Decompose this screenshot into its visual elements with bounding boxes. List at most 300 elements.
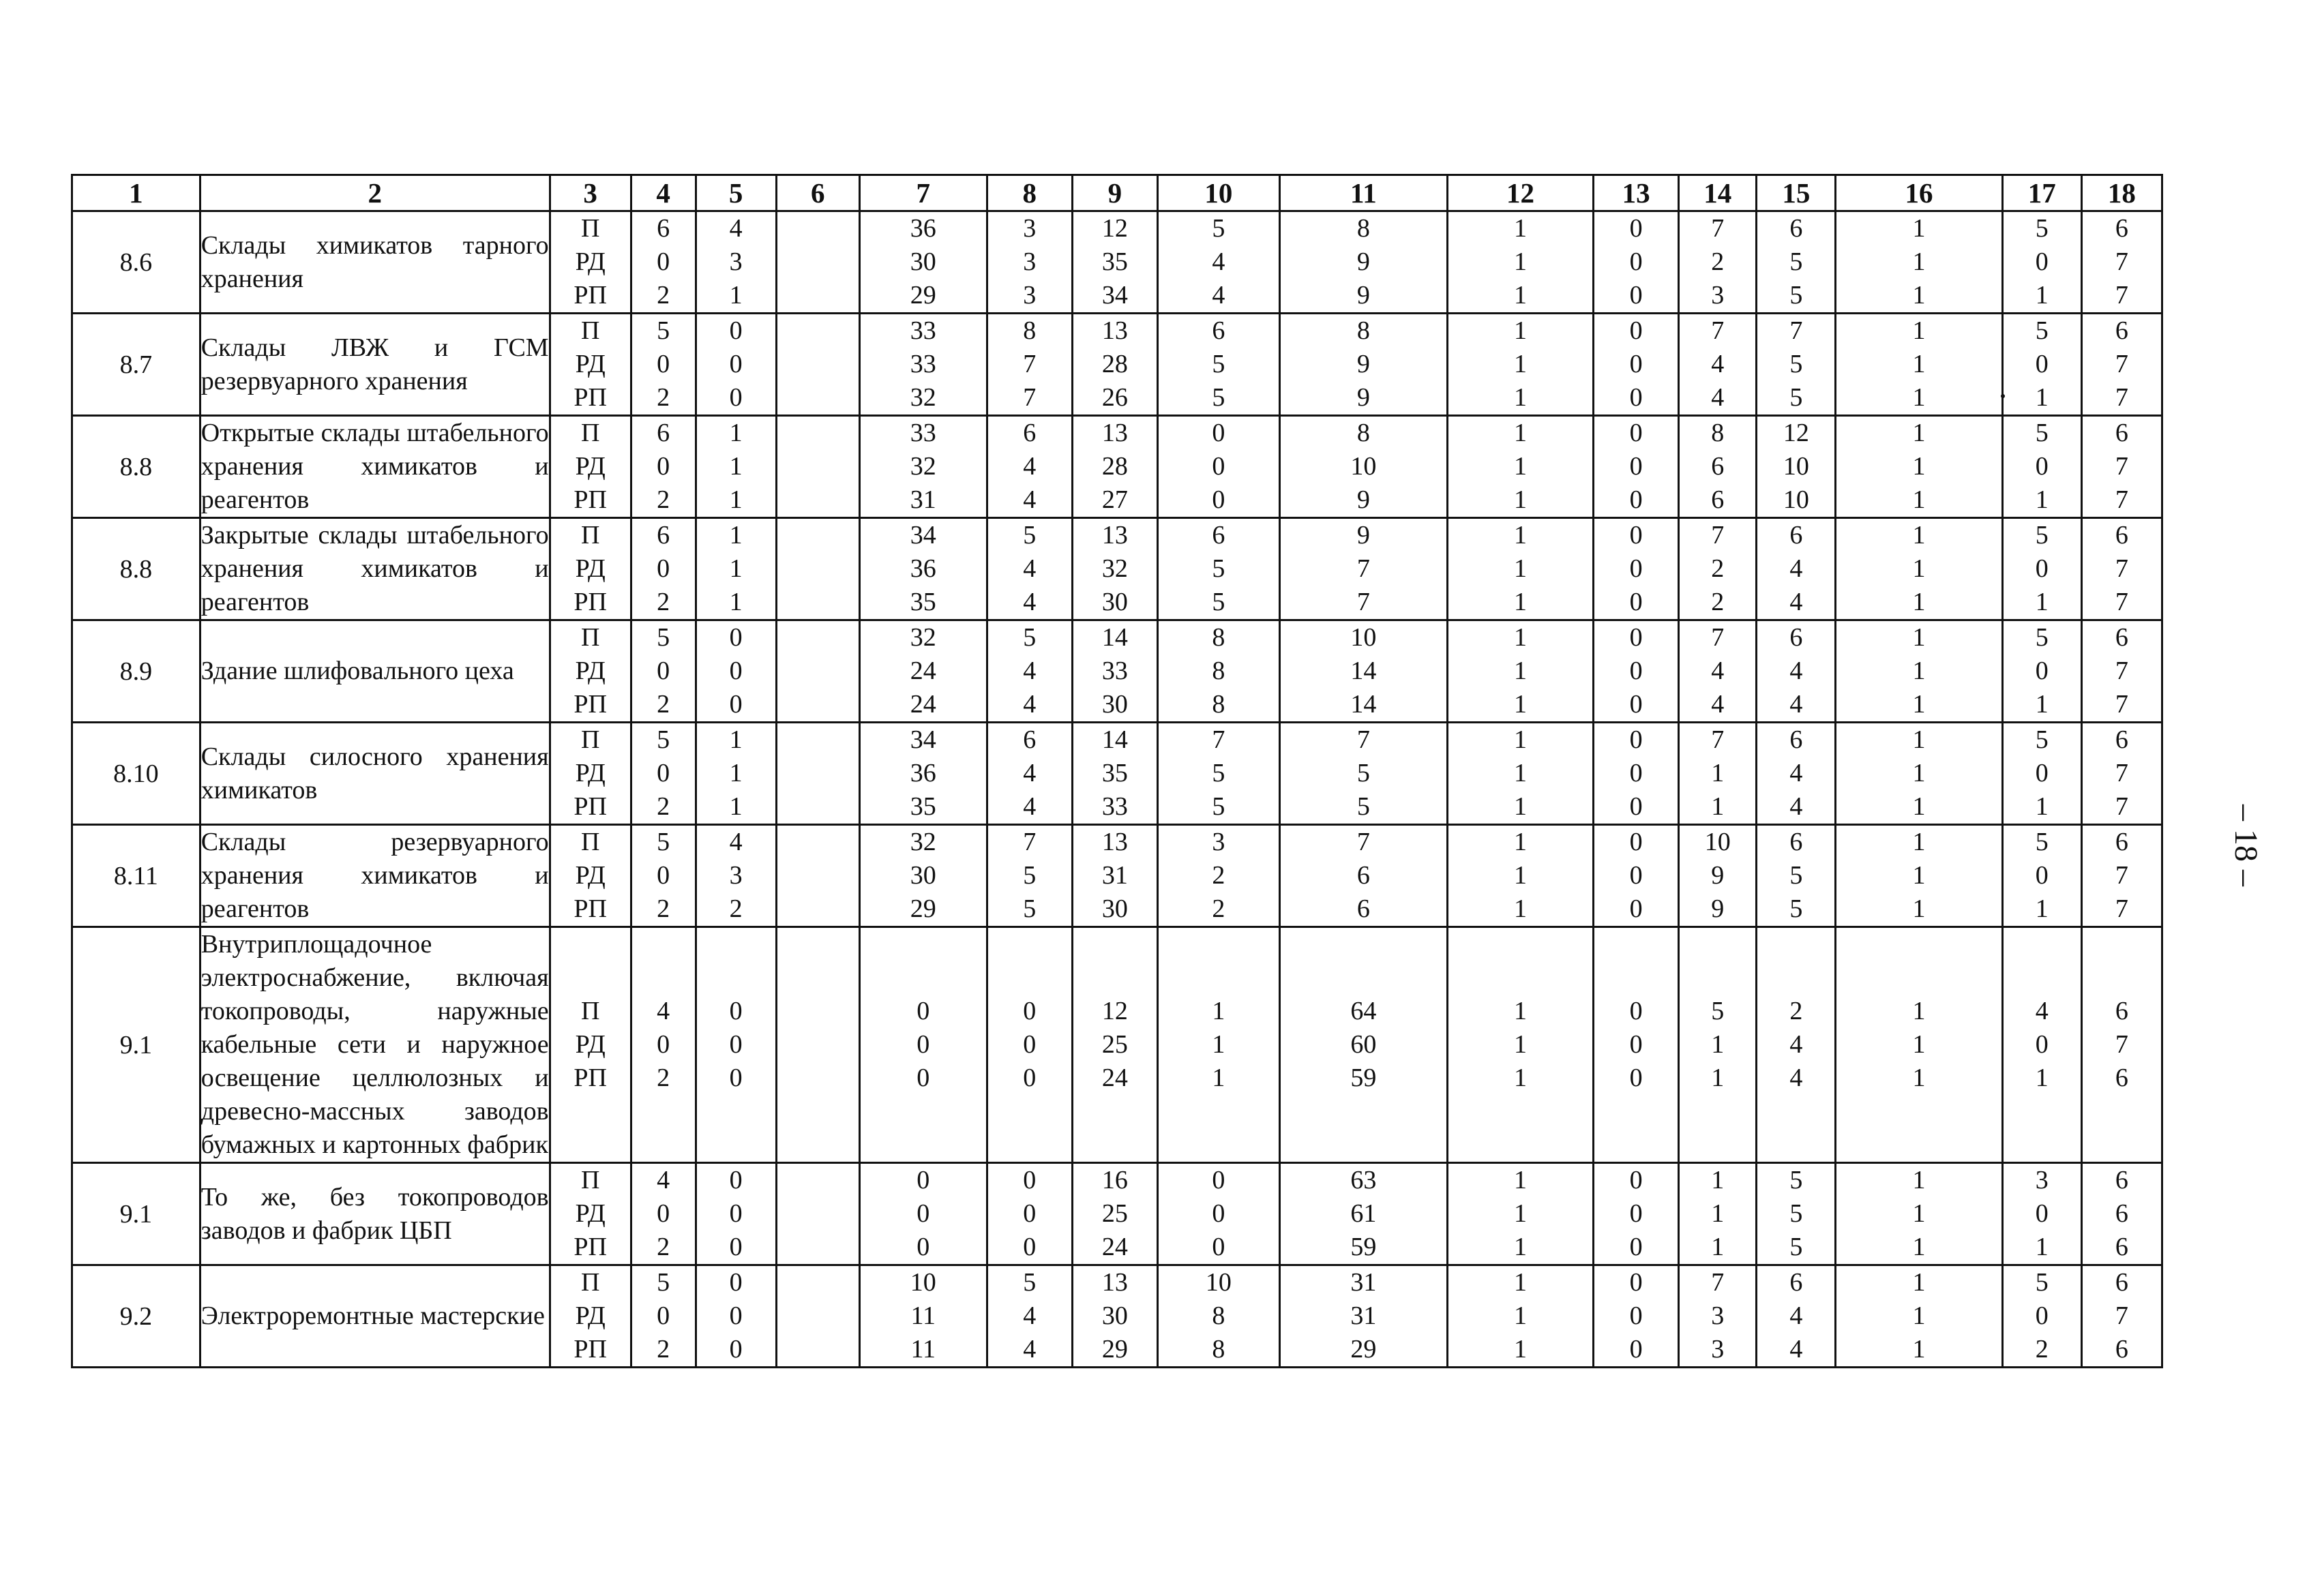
item-code: 9.1 bbox=[72, 1163, 200, 1265]
cell-value: 6 bbox=[2115, 521, 2128, 549]
cell-value: 3 bbox=[1212, 828, 1225, 856]
stage-type: РП bbox=[574, 383, 607, 412]
cell-value bbox=[777, 859, 859, 892]
value-cell bbox=[776, 211, 859, 314]
cell-value: 7 bbox=[2115, 894, 2128, 923]
cell-value: 4 bbox=[1789, 759, 1803, 787]
cell-value bbox=[777, 279, 859, 312]
value-cell bbox=[859, 927, 987, 1163]
value-cell bbox=[859, 723, 987, 825]
cell-value: 0 bbox=[657, 350, 670, 378]
cell-value: 1 bbox=[2035, 792, 2049, 821]
cell-value: 4 bbox=[1023, 690, 1037, 719]
value-cell bbox=[1679, 518, 1757, 620]
cell-value: 1 bbox=[1912, 281, 1926, 310]
cell-value: 1 bbox=[1912, 725, 1926, 754]
cell-value: 0 bbox=[2035, 1301, 2049, 1330]
item-code: 8.8 bbox=[72, 416, 200, 518]
cell-value: 3 bbox=[1711, 1335, 1725, 1364]
item-name: Электроремонтные мастерские bbox=[200, 1301, 545, 1330]
cell-value: 2 bbox=[1711, 554, 1725, 583]
value-cell bbox=[696, 825, 776, 927]
cell-value bbox=[777, 519, 859, 552]
cell-value: 8 bbox=[1212, 1301, 1225, 1330]
item-name: Склады ЛВЖ и ГСМ резервуарного хранения bbox=[200, 333, 549, 395]
cell-value: 6 bbox=[1356, 861, 1370, 890]
cell-value: 4 bbox=[657, 1166, 670, 1194]
cell-value: 5 bbox=[2035, 1268, 2049, 1297]
cell-value: 0 bbox=[1629, 521, 1643, 549]
cell-value: 1 bbox=[1514, 521, 1527, 549]
cell-value bbox=[777, 245, 859, 279]
column-header: 1 bbox=[72, 175, 200, 211]
cell-value: 0 bbox=[1629, 1064, 1643, 1092]
value-cell bbox=[776, 723, 859, 825]
cell-value: 1 bbox=[1912, 997, 1926, 1025]
cell-value: 0 bbox=[729, 1064, 743, 1092]
value-cell bbox=[1279, 825, 1447, 927]
item-name-cell bbox=[200, 211, 550, 314]
cell-value: 0 bbox=[1629, 588, 1643, 616]
cell-value: 4 bbox=[1023, 485, 1037, 514]
value-cell bbox=[2081, 211, 2162, 314]
cell-value: 1 bbox=[1514, 383, 1527, 412]
cell-value: 7 bbox=[1023, 383, 1037, 412]
cell-value: 4 bbox=[1789, 657, 1803, 685]
cell-value: 3 bbox=[1023, 247, 1037, 276]
column-header: 14 bbox=[1679, 175, 1757, 211]
cell-value: 5 bbox=[657, 725, 670, 754]
cell-value: 6 bbox=[2115, 1199, 2128, 1228]
item-code: 8.9 bbox=[72, 620, 200, 723]
cell-value: 5 bbox=[2035, 316, 2049, 345]
cell-value: 10 bbox=[1783, 485, 1809, 514]
cell-value: 1 bbox=[2035, 281, 2049, 310]
cell-value: 0 bbox=[729, 1268, 743, 1297]
cell-value: 0 bbox=[1212, 1166, 1225, 1194]
value-cell bbox=[1594, 927, 1679, 1163]
cell-value: 1 bbox=[1514, 725, 1527, 754]
cell-value: 6 bbox=[2115, 214, 2128, 243]
value-cell bbox=[1757, 620, 1836, 723]
cell-value: 3 bbox=[1023, 281, 1037, 310]
cell-value: 6 bbox=[2115, 623, 2128, 652]
cell-value: 1 bbox=[1912, 316, 1926, 345]
cell-value: 32 bbox=[910, 452, 936, 481]
cell-value bbox=[777, 1028, 859, 1062]
value-cell bbox=[987, 1265, 1072, 1368]
value-cell bbox=[1448, 723, 1594, 825]
cell-value: 5 bbox=[1023, 894, 1037, 923]
cell-value: 1 bbox=[1912, 657, 1926, 685]
item-name-cell bbox=[200, 620, 550, 723]
cell-value: 2 bbox=[657, 485, 670, 514]
cell-value: 1 bbox=[1514, 690, 1527, 719]
cell-value: 25 bbox=[1101, 1199, 1128, 1228]
stage-types bbox=[550, 314, 631, 416]
cell-value: 1 bbox=[729, 281, 743, 310]
column-header: 3 bbox=[550, 175, 631, 211]
stage-type: РП bbox=[574, 1335, 607, 1364]
column-header: 11 bbox=[1279, 175, 1447, 211]
cell-value: 4 bbox=[1789, 1064, 1803, 1092]
table-row bbox=[72, 518, 2162, 620]
value-cell bbox=[1072, 620, 1157, 723]
cell-value: 0 bbox=[1629, 861, 1643, 890]
table-row bbox=[72, 1163, 2162, 1265]
stage-type: РД bbox=[575, 759, 606, 787]
table-row bbox=[72, 723, 2162, 825]
cell-value: 8 bbox=[1212, 657, 1225, 685]
cell-value: 0 bbox=[1629, 1199, 1643, 1228]
value-cell bbox=[1594, 1163, 1679, 1265]
value-cell bbox=[631, 927, 696, 1163]
value-cell bbox=[2081, 416, 2162, 518]
cell-value: 0 bbox=[1023, 1166, 1037, 1194]
value-cell bbox=[776, 416, 859, 518]
item-name: То же, без токопроводов заводов и фабрик ЦБП bbox=[200, 1182, 549, 1245]
cell-value: 33 bbox=[1101, 657, 1128, 685]
cell-value: 3 bbox=[2035, 1166, 2049, 1194]
cell-value: 1 bbox=[1912, 485, 1926, 514]
cell-value: 3 bbox=[729, 861, 743, 890]
stage-type: РД bbox=[575, 861, 606, 890]
cell-value: 36 bbox=[910, 214, 936, 243]
value-cell bbox=[1279, 620, 1447, 723]
value-cell bbox=[1279, 314, 1447, 416]
stage-type: РД bbox=[575, 350, 606, 378]
cell-value: 4 bbox=[1212, 247, 1225, 276]
cell-value: 1 bbox=[1514, 247, 1527, 276]
cell-value: 2 bbox=[657, 588, 670, 616]
cell-value: 33 bbox=[1101, 792, 1128, 821]
table-row bbox=[72, 211, 2162, 314]
item-name-cell bbox=[200, 927, 550, 1163]
value-cell bbox=[1836, 518, 2002, 620]
cell-value: 1 bbox=[1912, 350, 1926, 378]
cell-value: 1 bbox=[1514, 623, 1527, 652]
cell-value: 1 bbox=[1912, 861, 1926, 890]
header-row bbox=[72, 175, 2162, 211]
cell-value: 35 bbox=[910, 792, 936, 821]
cell-value: 1 bbox=[1514, 861, 1527, 890]
cell-value: 1 bbox=[1514, 485, 1527, 514]
cell-value: 1 bbox=[1514, 1199, 1527, 1228]
value-cell bbox=[1679, 1163, 1757, 1265]
cell-value: 1 bbox=[1912, 1233, 1926, 1261]
value-cell bbox=[1836, 723, 2002, 825]
value-cell bbox=[2081, 1265, 2162, 1368]
cell-value: 0 bbox=[1629, 214, 1643, 243]
cell-value: 4 bbox=[1023, 657, 1037, 685]
cell-value: 7 bbox=[1711, 623, 1725, 652]
value-cell bbox=[696, 416, 776, 518]
cell-value: 5 bbox=[1711, 997, 1725, 1025]
cell-value: 0 bbox=[1629, 485, 1643, 514]
cell-value: 6 bbox=[1711, 452, 1725, 481]
cell-value: 0 bbox=[729, 657, 743, 685]
cell-value: 36 bbox=[910, 759, 936, 787]
stage-type: РД bbox=[575, 452, 606, 481]
cell-value: 0 bbox=[2035, 247, 2049, 276]
cell-value: 1 bbox=[729, 485, 743, 514]
value-cell bbox=[2002, 927, 2081, 1163]
cell-value: 1 bbox=[1514, 554, 1527, 583]
cell-value: 4 bbox=[1789, 588, 1803, 616]
cell-value: 7 bbox=[2115, 350, 2128, 378]
stage-type: П bbox=[580, 316, 600, 345]
column-header: 9 bbox=[1072, 175, 1157, 211]
cell-value: 1 bbox=[1912, 419, 1926, 447]
value-cell bbox=[1279, 723, 1447, 825]
cell-value: 30 bbox=[910, 247, 936, 276]
cell-value: 1 bbox=[1711, 1199, 1725, 1228]
cell-value: 7 bbox=[2115, 281, 2128, 310]
cell-value: 31 bbox=[1101, 861, 1128, 890]
value-cell bbox=[2002, 518, 2081, 620]
cell-value: 7 bbox=[2115, 247, 2128, 276]
cell-value: 29 bbox=[910, 894, 936, 923]
cell-value: 0 bbox=[2035, 759, 2049, 787]
cell-value: 4 bbox=[1023, 1301, 1037, 1330]
cell-value: 7 bbox=[1711, 316, 1725, 345]
cell-value: 0 bbox=[1212, 1233, 1225, 1261]
cell-value bbox=[777, 212, 859, 245]
cell-value: 24 bbox=[910, 657, 936, 685]
cell-value: 12 bbox=[1101, 214, 1128, 243]
value-cell bbox=[1072, 211, 1157, 314]
value-cell bbox=[2081, 825, 2162, 927]
cell-value bbox=[777, 381, 859, 415]
cell-value: 33 bbox=[910, 350, 936, 378]
cell-value: 1 bbox=[2035, 894, 2049, 923]
cell-value: 5 bbox=[2035, 828, 2049, 856]
cell-value: 5 bbox=[2035, 623, 2049, 652]
cell-value: 0 bbox=[1629, 894, 1643, 923]
cell-value: 8 bbox=[1212, 623, 1225, 652]
item-code: 8.6 bbox=[72, 211, 200, 314]
cell-value: 6 bbox=[1212, 521, 1225, 549]
cell-value bbox=[777, 995, 859, 1028]
cell-value: 5 bbox=[1789, 1233, 1803, 1261]
cell-value: 1 bbox=[1912, 1268, 1926, 1297]
value-cell bbox=[1448, 825, 1594, 927]
value-cell bbox=[987, 416, 1072, 518]
value-cell bbox=[2081, 927, 2162, 1163]
value-cell bbox=[1594, 1265, 1679, 1368]
cell-value: 5 bbox=[1356, 759, 1370, 787]
cell-value: 1 bbox=[2035, 1064, 2049, 1092]
cell-value: 7 bbox=[1023, 350, 1037, 378]
cell-value: 0 bbox=[657, 1199, 670, 1228]
cell-value: 5 bbox=[1789, 350, 1803, 378]
value-cell bbox=[1679, 927, 1757, 1163]
value-cell bbox=[987, 211, 1072, 314]
cell-value: 4 bbox=[1711, 690, 1725, 719]
cell-value: 0 bbox=[729, 623, 743, 652]
cell-value: 0 bbox=[1629, 452, 1643, 481]
cell-value: 3 bbox=[1711, 1301, 1725, 1330]
cell-value: 1 bbox=[1912, 828, 1926, 856]
cell-value: 11 bbox=[910, 1301, 936, 1330]
value-cell bbox=[1836, 211, 2002, 314]
cell-value: 32 bbox=[910, 383, 936, 412]
cell-value: 1 bbox=[1912, 894, 1926, 923]
value-cell bbox=[1157, 927, 1279, 1163]
cell-value: 5 bbox=[657, 1268, 670, 1297]
cell-value: 32 bbox=[910, 828, 936, 856]
value-cell bbox=[987, 1163, 1072, 1265]
cell-value: 2 bbox=[729, 894, 743, 923]
value-cell bbox=[1679, 620, 1757, 723]
table-row bbox=[72, 314, 2162, 416]
value-cell bbox=[859, 825, 987, 927]
cell-value: 8 bbox=[1212, 690, 1225, 719]
cell-value: 9 bbox=[1711, 894, 1725, 923]
stage-type: РД bbox=[575, 1301, 606, 1330]
cell-value bbox=[777, 790, 859, 824]
stage-types bbox=[550, 927, 631, 1163]
cell-value: 6 bbox=[2115, 725, 2128, 754]
cell-value: 0 bbox=[1629, 554, 1643, 583]
column-header: 10 bbox=[1157, 175, 1279, 211]
stage-types bbox=[550, 211, 631, 314]
scan-speck bbox=[2001, 394, 2005, 398]
value-cell bbox=[1157, 1163, 1279, 1265]
cell-value: 0 bbox=[1629, 247, 1643, 276]
cell-value: 0 bbox=[1629, 419, 1643, 447]
cell-value: 16 bbox=[1101, 1166, 1128, 1194]
value-cell bbox=[631, 723, 696, 825]
stage-type: П bbox=[580, 828, 600, 856]
cell-value: 5 bbox=[1023, 1268, 1037, 1297]
value-cell bbox=[1757, 927, 1836, 1163]
value-cell bbox=[1157, 825, 1279, 927]
stage-type: П bbox=[580, 997, 600, 1025]
item-name-cell bbox=[200, 314, 550, 416]
stage-type: РП bbox=[574, 690, 607, 719]
cell-value: 0 bbox=[1629, 1030, 1643, 1059]
value-cell bbox=[2002, 1163, 2081, 1265]
cell-value: 5 bbox=[2035, 521, 2049, 549]
cell-value bbox=[777, 1062, 859, 1095]
value-cell bbox=[987, 314, 1072, 416]
cell-value: 1 bbox=[729, 792, 743, 821]
value-cell bbox=[1072, 314, 1157, 416]
cell-value: 1 bbox=[1912, 1030, 1926, 1059]
cell-value: 4 bbox=[1023, 759, 1037, 787]
value-cell bbox=[2002, 314, 2081, 416]
cell-value bbox=[777, 1164, 859, 1197]
cell-value: 5 bbox=[2035, 725, 2049, 754]
cell-value: 4 bbox=[729, 214, 743, 243]
cell-value: 1 bbox=[1514, 657, 1527, 685]
cell-value: 0 bbox=[1629, 759, 1643, 787]
value-cell bbox=[776, 314, 859, 416]
value-cell bbox=[1757, 314, 1836, 416]
value-cell bbox=[1594, 620, 1679, 723]
cell-value: 29 bbox=[1101, 1335, 1128, 1364]
value-cell bbox=[1757, 211, 1836, 314]
value-cell bbox=[1279, 927, 1447, 1163]
cell-value: 13 bbox=[1101, 521, 1128, 549]
cell-value: 11 bbox=[910, 1335, 936, 1364]
cell-value: 4 bbox=[1789, 792, 1803, 821]
stage-type: П bbox=[580, 725, 600, 754]
cell-value: 6 bbox=[1711, 485, 1725, 514]
cell-value bbox=[777, 417, 859, 450]
cell-value: 5 bbox=[1023, 521, 1037, 549]
cell-value: 4 bbox=[1023, 452, 1037, 481]
cell-value: 9 bbox=[1711, 861, 1725, 890]
value-cell bbox=[1448, 1163, 1594, 1265]
cell-value: 8 bbox=[1711, 419, 1725, 447]
cell-value: 5 bbox=[657, 623, 670, 652]
value-cell bbox=[1072, 1265, 1157, 1368]
cell-value: 1 bbox=[1711, 1233, 1725, 1261]
cell-value: 13 bbox=[1101, 1268, 1128, 1297]
cell-value: 35 bbox=[910, 588, 936, 616]
cell-value: 59 bbox=[1350, 1064, 1377, 1092]
column-header: 7 bbox=[859, 175, 987, 211]
value-cell bbox=[1279, 416, 1447, 518]
cell-value: 7 bbox=[1356, 725, 1370, 754]
value-cell bbox=[1757, 416, 1836, 518]
value-cell bbox=[776, 1163, 859, 1265]
cell-value: 8 bbox=[1023, 316, 1037, 345]
stage-types bbox=[550, 723, 631, 825]
cell-value: 1 bbox=[1912, 383, 1926, 412]
cell-value: 1 bbox=[1912, 247, 1926, 276]
cell-value: 7 bbox=[2115, 1030, 2128, 1059]
value-cell bbox=[696, 518, 776, 620]
cell-value: 7 bbox=[1356, 554, 1370, 583]
value-cell bbox=[859, 416, 987, 518]
cell-value bbox=[777, 1333, 859, 1366]
value-cell bbox=[2081, 314, 2162, 416]
cell-value: 7 bbox=[1356, 588, 1370, 616]
item-code: 8.7 bbox=[72, 314, 200, 416]
table-row bbox=[72, 825, 2162, 927]
cell-value bbox=[777, 892, 859, 926]
cell-value: 34 bbox=[1101, 281, 1128, 310]
cell-value: 0 bbox=[657, 554, 670, 583]
cell-value: 0 bbox=[2035, 1199, 2049, 1228]
item-name: Открытые склады штабельного хранения химикатов и реагентов bbox=[200, 419, 549, 514]
cell-value: 1 bbox=[2035, 1233, 2049, 1261]
cell-value: 0 bbox=[1629, 623, 1643, 652]
cell-value: 4 bbox=[1789, 690, 1803, 719]
cell-value: 2 bbox=[657, 1335, 670, 1364]
value-cell bbox=[1072, 1163, 1157, 1265]
cell-value: 8 bbox=[1356, 214, 1370, 243]
value-cell bbox=[1757, 518, 1836, 620]
column-header: 13 bbox=[1594, 175, 1679, 211]
cell-value: 10 bbox=[1704, 828, 1731, 856]
cell-value: 30 bbox=[1101, 1301, 1128, 1330]
cell-value: 1 bbox=[1514, 759, 1527, 787]
cell-value: 0 bbox=[1629, 316, 1643, 345]
cell-value: 7 bbox=[2115, 383, 2128, 412]
stage-type: П bbox=[580, 521, 600, 549]
cell-value: 0 bbox=[657, 247, 670, 276]
cell-value: 4 bbox=[1789, 1335, 1803, 1364]
column-header: 16 bbox=[1836, 175, 2002, 211]
value-cell bbox=[696, 723, 776, 825]
cell-value: 3 bbox=[1711, 281, 1725, 310]
cell-value: 1 bbox=[2035, 690, 2049, 719]
value-cell bbox=[1594, 518, 1679, 620]
